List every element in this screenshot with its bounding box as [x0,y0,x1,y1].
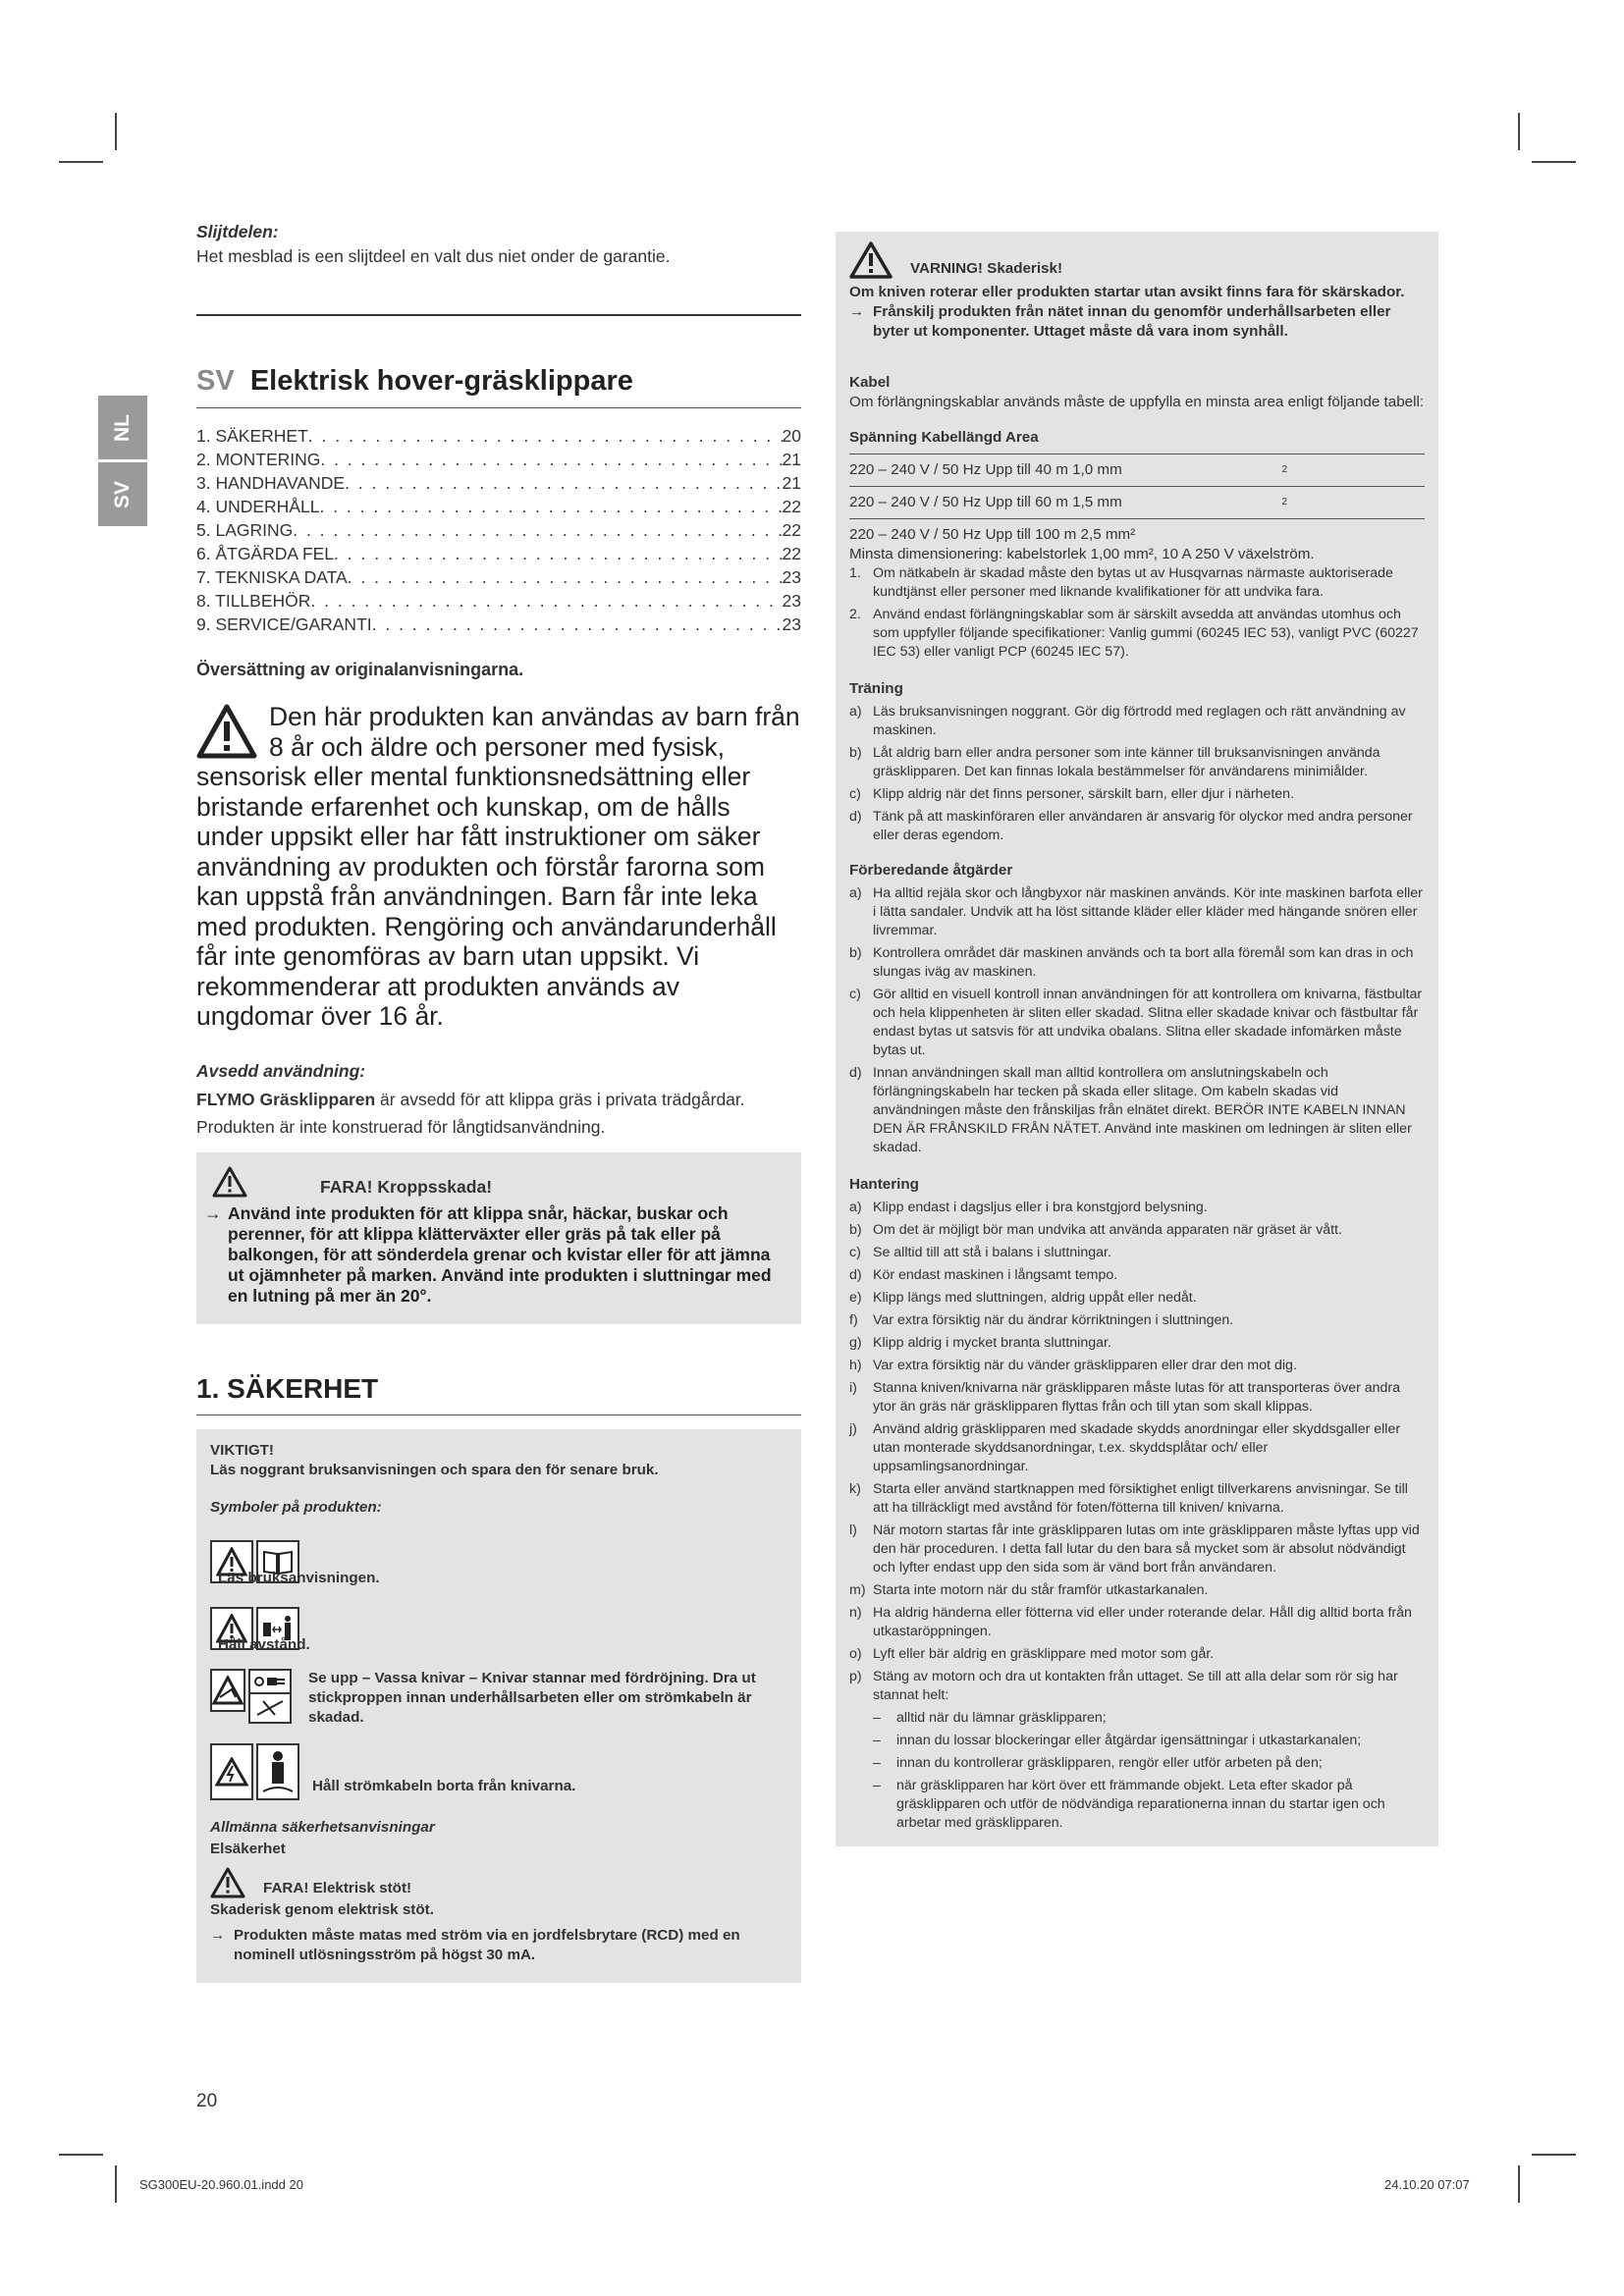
list-item: b) Kontrollera området där maskinen används och ta bort alla föremål som kan dras in och slungas iväg av maskinen. [849,945,1414,980]
symbol-text: Läs bruksanvisningen. [218,1569,380,1586]
list-item: k) Starta eller använd startknappen med försiktighet enligt tillverkarens anvisningar. Se till att ha tillräckligt med avstånd för foten/fötterna till kniven/ knivarna. [849,1481,1408,1516]
list-item: d) Kör endast maskinen i långsamt tempo. [849,1267,1118,1283]
warning-instruction: → Frånskilj produkten från nätet innan du genomför underhållsarbeten eller byter ut komponenter. Uttaget måste då vara inom synhåll. [849,303,1391,340]
divider [849,518,1425,519]
important-label: VIKTIGT! [210,1441,274,1459]
crop-mark [1518,113,1520,150]
nl-wear-text: Het mesblad is een slijtdeel en valt dus niet onder de garantie. [196,246,671,266]
list-item: e) Klipp längs med sluttningen, aldrig uppåt eller nedåt. [849,1290,1197,1306]
symbol-text: Håll avstånd. [218,1635,310,1653]
toc [196,424,801,636]
arrow-icon: → [210,1926,226,1944]
cable-row: 220 – 240 V / 50 Hz Upp till 40 m 1,0 mm 2 [849,461,1287,478]
toc-item[interactable]: 8. TILLBEHÖR . . . 23 [196,589,801,613]
list-item: j) Använd aldrig gräsklipparen med skadade skydds anordningar eller skyddsgaller eller utan monterade skyddsanordningar, t.ex. skyddsplåtar och/ eller uppsamlingsanordningar. [849,1421,1401,1474]
children-warning: Den här produkten kan användas av barn från 8 år och äldre och personer med fysisk, sensorisk eller mental funktionsnedsättning eller bristande erfarenhet och kunskap, om de hålls under uppsikt eller har fått instruktioner om säker användning av produkten och förstår farorna som kan uppstå från användningen. Barn får inte leka med produkten. Rengöring och användarunderhåll får inte genomföras av barn utan uppsikt. Vi rekommenderar att produkten används av ungdomar över 16 år. [196,702,800,1031]
side-tab-sv: SV [98,462,147,526]
arrow-icon: → [849,303,865,320]
list-item: a) Klipp endast i dagsljus eller i bra konstgjord belysning. [849,1200,1208,1215]
main-grey-area [836,355,1438,1846]
toc-item[interactable]: 2. MONTERING . . . 21 [196,448,801,471]
nl-wear-title: Slijtdelen: [196,222,279,241]
dash-item: – innan du kontrollerar gräsklipparen, rengör eller utför arbeten på den; [873,1755,1323,1771]
cable-intro: Om förlängningskablar används måste de uppfylla en minsta area enligt följande tabell: [849,394,1425,410]
translation-note: Översättning av originalanvisningarna. [196,660,524,679]
list-item: c) Klipp aldrig när det finns personer, särskilt barn, eller djur i närheten. [849,786,1295,802]
toc-item[interactable]: 3. HANDHAVANDE . . . 21 [196,471,801,495]
shock-text: → Produkten måste matas med ström via en jordfelsbrytare (RCD) med en nominell utlösningsström på högst 30 mA. [210,1926,740,1963]
general-title: Allmänna säkerhetsanvisningar [210,1818,435,1836]
shock-heading [210,1867,785,1898]
crop-mark [1518,2165,1520,2203]
important-text: Läs noggrant bruksanvisningen och spara den för senare bruk. [210,1461,659,1478]
toc-item[interactable]: 7. TEKNISKA DATA . . . 23 [196,565,801,589]
crop-mark [59,2154,103,2156]
crop-mark [59,161,103,163]
list-item: l) När motorn startas får inte gräsklipparen lutas om inte gräsklipparen måste lyftas upp vid den här proceduren. I detta fall lutar du den bara så mycket som är absolut nödvändigt och lyfter endast upp den sida som är vänd bort från användaren. [849,1522,1420,1575]
list-item: c) Gör alltid en visuell kontroll innan användningen för att kontrollera om knivarna, fästbultar och hela klippenheten är sliten eller skadad. Slitna eller skadade knivar och fästbultar får endast bytas ut satsvis för att undvika obalans. Slitna eller skadade infomärken måste bytas ut. [849,987,1423,1058]
list-item: 1. Om nätkabeln är skadad måste den bytas ut av Husqvarnas närmaste auktoriserade kundtjänst eller personer med liknande kvalifikationer för att undvika fara. [849,565,1393,600]
toc-item[interactable]: 5. LAGRING . . . 22 [196,518,801,542]
warning-box [836,232,1438,355]
symbol-sharp-blades [210,1669,785,1728]
cable-row: 220 – 240 V / 50 Hz Upp till 60 m 1,5 mm 2 [849,494,1287,510]
warning-title: VARNING! Skaderisk! [910,260,1063,277]
list-item: a) Ha alltid rejäla skor och långbyxor när maskinen används. Kör inte maskinen barfota eller i lätta sandaler. Undvik att ha löst sittande kläder eller kläder med hängande snören eller livremmar. [849,885,1423,938]
symbol-cable-away [210,1743,785,1800]
warning-heading [849,241,1427,279]
warning-icon [849,241,893,279]
list-item: f) Var extra försiktig när du ändrar körriktningen i sluttningen. [849,1312,1234,1328]
person-cable-icon [256,1743,299,1800]
crop-mark [115,2165,117,2203]
symbol-list [210,1535,785,1800]
dash-item: – innan du lossar blockeringar eller åtgärdar igensättningar i utkastarkanalen; [873,1733,1362,1748]
title-text: Elektrisk hover-gräsklippare [249,365,633,397]
list-item: d) Innan användningen skall man alltid kontrollera om anslutningskabeln och förlängningskabeln har tecken på skada eller slitage. Om kabeln skadas vid användningen måste den frånskiljas från elnätet direkt. BERÖR INTE KABELN INNAN DEN ÄR FRÅNSKILD FRÅN NÄTET. Använd inte maskinen om ledningen är sliten eller skadad. [849,1065,1412,1155]
section-title-safety: 1. SÄKERHET [196,1372,379,1404]
prep-title: Förberedande åtgärder [849,862,1013,879]
right-column [836,232,1438,1846]
list-item: p) Stäng av motorn och dra ut kontakten från uttaget. Se till att alla delar som rör sig har stannat helt: [849,1669,1398,1703]
intended-use-title: Avsedd användning: [196,1060,366,1081]
dash-item: – alltid när du lämnar gräsklipparen; [873,1710,1107,1726]
dash-item: – när gräsklipparen har kört över ett främmande objekt. Leta efter skador på gräsklipparen och utför de nödvändiga reparationerna innan du startar igen och arbetar med gräsklipparen. [873,1778,1385,1831]
warning-icon [210,1867,245,1898]
crop-mark [1532,161,1576,163]
symbol-read-manual [210,1535,785,1588]
list-item: b) Låt aldrig barn eller andra personer som inte känner till bruksanvisningen använda gräsklipparen. Det kan finnas lokala bestämmelser för användarens minimiålder. [849,745,1380,779]
symbol-text: Håll strömkabeln borta från knivarna. [312,1777,576,1794]
list-item: h) Var extra försiktig när du vänder gräsklipparen eller drar den mot dig. [849,1358,1297,1373]
toc-item[interactable]: 4. UNDERHÅLL . . . 22 [196,495,801,518]
danger-box [196,1152,801,1324]
plug-icon [248,1669,292,1692]
list-item: 2. Använd endast förlängningskablar som är särskilt avsedda att användas utomhus och som uppfyller följande specifikationer: Vanlig gummi (60245 IEC 53), vanligt PVC (60227 IEC 53) eller vanligt PCP (60245 IEC 57). [849,607,1419,660]
divider [196,314,801,316]
footer-right: 24.10.20 07:07 [1384,2177,1470,2192]
list-item: n) Ha aldrig händerna eller fötterna vid eller under roterande delar. Håll dig alltid borta från utkastaröppningen. [849,1605,1412,1639]
crop-mark [1532,2154,1576,2156]
cable-row: 220 – 240 V / 50 Hz Upp till 100 m 2,5 mm² [849,526,1136,543]
footer-left: SG300EU-20.960.01.indd 20 [139,2177,303,2192]
danger-title: FARA! Kroppsskada! [320,1176,493,1197]
list-item: i) Stanna kniven/knivarna när gräsklipparen måste lutas för att transporteras över andra ytor än gräs när gräsklipparen flyttas från och till ytan som skall klippas. [849,1380,1401,1415]
handling-title: Hantering [849,1176,919,1193]
electric-warning-icon [210,1743,253,1800]
page-number: 20 [196,2091,218,2111]
safety-box [196,1429,801,1983]
list-item: d) Tänk på att maskinföraren eller användaren är ansvarig för olyckor med andra personer eller deras egendom. [849,809,1413,843]
shock-sub: Skaderisk genom elektrisk stöt. [210,1900,434,1918]
list-item: m) Starta inte motorn när du står framför utkastarkanalen. [849,1582,1209,1598]
cable-cut-icon [248,1692,292,1724]
intended-use-text: FLYMO Gräsklipparen är avsedd för att klippa gräs i privata trädgårdar. Produkten är inte konstruerad för långtidsanvändning. [196,1089,745,1137]
left-column [196,222,801,1983]
arrow-icon: → [204,1202,222,1223]
symbol-keep-distance [210,1602,785,1655]
crop-mark [115,113,117,150]
symbol-text: Se upp – Vassa knivar – Knivar stannar med fördröjning. Dra ut stickproppen innan underhållsarbeten eller om strömkabeln är skadad. [308,1669,756,1726]
training-title: Träning [849,680,903,697]
side-tab-nl: NL [98,396,147,459]
danger-text: → Använd inte produkten för att klippa snår, häckar, buskar och perenner, för att klippa klätterväxter eller gräs på tak eller på balkongen, för att sönderdela grenar och kvistar eller för att jämna ut ojämnheter på marken. Använd inte produkten i sluttningar med en lutning på mer än 20°. [204,1202,772,1306]
divider [196,407,801,408]
warning-icon [212,1166,247,1198]
warning-icon [196,704,257,759]
list-item: g) Klipp aldrig i mycket branta sluttningar. [849,1335,1111,1351]
shock-title: FARA! Elektrisk stöt! [263,1879,412,1896]
plug-icon-group [248,1669,295,1724]
symbols-title: Symboler på produkten: [210,1498,382,1516]
list-item: a) Läs bruksanvisningen noggrant. Gör dig förtrodd med reglagen och rätt användning av maskinen. [849,704,1406,738]
warning-icon [210,1669,245,1712]
lang-code: SV [196,365,235,397]
warning-text: Om kniven roterar eller produkten startar utan avsikt finns fara för skärskador. [849,284,1405,300]
list-item: o) Lyft eller bär aldrig en gräsklippare med motor som går. [849,1646,1215,1662]
elsafety-label: Elsäkerhet [210,1840,286,1857]
toc-item[interactable]: 6. ÅTGÄRDA FEL . . . 22 [196,542,801,565]
cable-min: Minsta dimensionering: kabelstorlek 1,00 mm², 10 A 250 V växelström. [849,546,1315,562]
toc-item[interactable]: 9. SERVICE/GARANTI . . . 23 [196,613,801,636]
toc-item[interactable]: 1. SÄKERHET . . . 20 [196,424,801,448]
page-title [196,365,801,398]
list-item: b) Om det är möjligt bör man undvika att använda apparaten när gräset är vått. [849,1222,1342,1238]
list-item: c) Se alltid till att stå i balans i sluttningar. [849,1245,1111,1260]
cable-table-header: Spänning Kabellängd Area [849,429,1039,446]
cable-title: Kabel [849,374,891,391]
